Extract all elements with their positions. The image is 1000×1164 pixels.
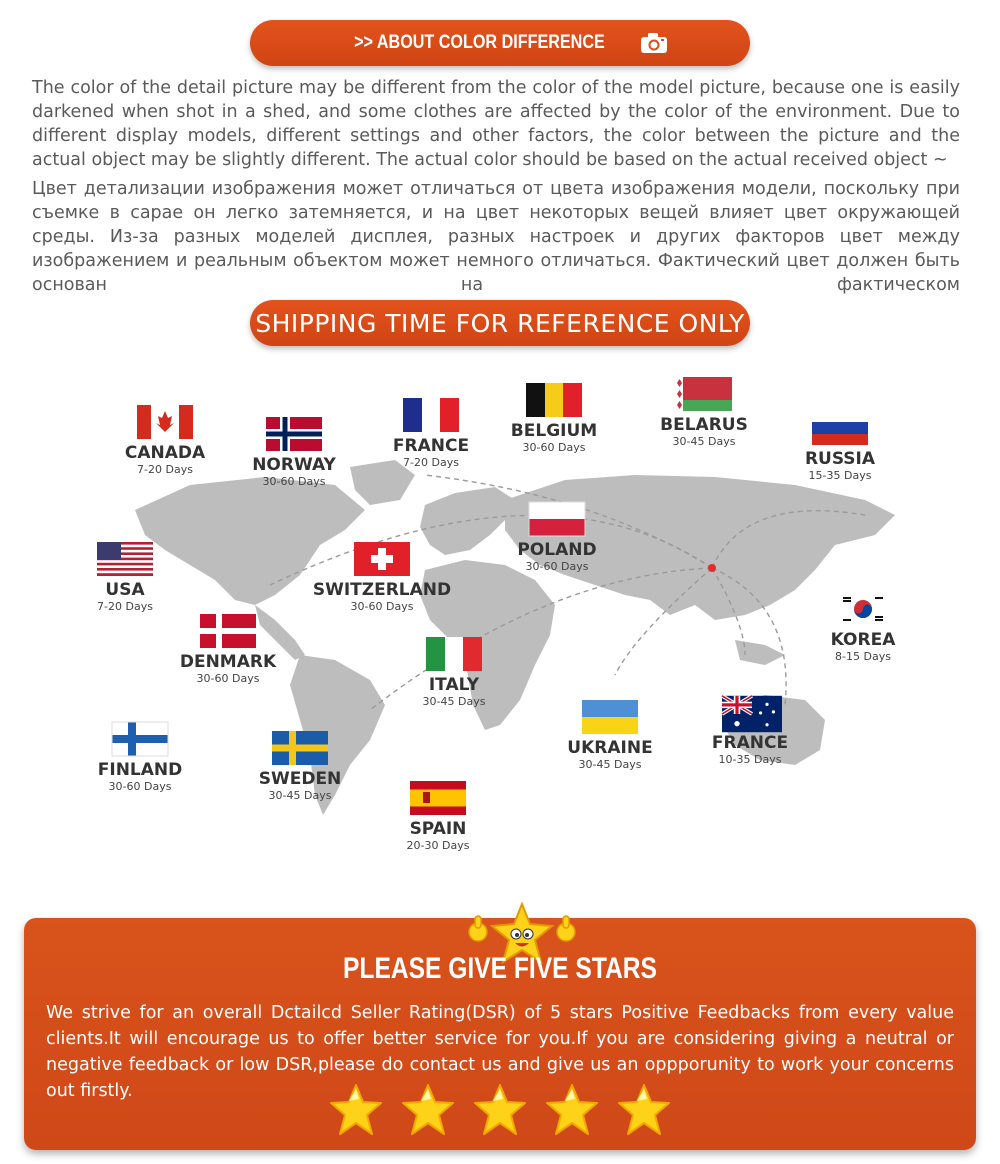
shipping-days: 30-60 Days xyxy=(108,780,172,793)
color-note-english: The color of the detail picture may be different from the color of the model picture, because one is easily darkened when shot in a shed, and some clothes are affected by the color of the environment. Due to different display models, different settings and other factors, the color between the picture and the actual object may be slightly different. The actual color should be based on the actual received object ~ xyxy=(32,78,960,170)
poland-flag xyxy=(529,502,585,536)
camera-icon xyxy=(640,32,668,54)
country-italy xyxy=(374,637,534,709)
usa-flag xyxy=(97,542,153,576)
finland-flag xyxy=(112,722,168,756)
canada-flag xyxy=(137,405,193,439)
switzerland-flag xyxy=(354,542,410,576)
shipping-header xyxy=(250,300,750,346)
shipping-days: 30-60 Days xyxy=(262,475,326,488)
country-norway xyxy=(214,417,374,489)
country-spain xyxy=(358,781,518,853)
shipping-title: SHIPPING TIME FOR REFERENCE ONLY xyxy=(255,308,745,338)
country-name: UKRAINE xyxy=(567,738,653,758)
norway-flag xyxy=(266,417,322,451)
country-name: SWEDEN xyxy=(258,769,342,789)
country-name: FINLAND xyxy=(97,760,183,780)
australia-flag xyxy=(722,695,778,729)
feedback-message: We strive for an overall Dctailcd Seller Rating(DSR) of 5 stars Positive Feedbacks from every value clients.It will encourage us to offer better service for you.If you are considering giving a neutral or negative feedback or low DSR,please do contact us and give us an oppporunity to work your concerns out firstly. xyxy=(46,1003,954,1101)
shipping-days: 7-20 Days xyxy=(137,463,193,476)
france-flag xyxy=(403,398,459,432)
country-poland xyxy=(477,502,637,574)
shipping-days: 30-60 Days xyxy=(196,672,260,685)
country-sweden xyxy=(220,731,380,803)
country-name: DENMARK xyxy=(179,652,277,672)
five-stars-title: PLEASE GIVE FIVE STARS xyxy=(343,952,657,985)
italy-flag xyxy=(426,637,482,671)
country-switzerland xyxy=(302,542,462,614)
color-difference-title: >> ABOUT COLOR DIFFERENCE xyxy=(353,32,605,53)
shipping-days: 30-45 Days xyxy=(422,695,486,708)
shipping-days: 30-60 Days xyxy=(350,600,414,613)
country-name: SPAIN xyxy=(409,819,467,839)
color-note-russian: Цвет детализации изображения может отличаться от цвета изображения модели, поскольку при съемке в сарае он легко затемняется, и на цвет некоторых вещей влияет цвет окружающей среды. Из-за разных моделей дисплея, разных настроек и других факторов цвет между изображением и реальным объектом может немного отличаться. Фактический цвет должен быть основан на фактическом xyxy=(32,179,960,295)
five-stars-rating xyxy=(24,1083,976,1137)
denmark-flag xyxy=(200,614,256,648)
country-name: FRANCE xyxy=(711,733,789,753)
country-belgium xyxy=(474,383,634,455)
star-icon xyxy=(401,1083,455,1137)
shipping-days: 30-45 Days xyxy=(672,435,736,448)
country-name: POLAND xyxy=(517,540,597,560)
spain-flag xyxy=(410,781,466,815)
country-name: BELARUS xyxy=(660,415,748,435)
country-name: ITALY xyxy=(428,675,480,695)
color-difference-header xyxy=(250,20,750,66)
star-icon xyxy=(545,1083,599,1137)
shipping-days: 30-45 Days xyxy=(578,758,642,771)
shipping-days: 7-20 Days xyxy=(97,600,153,613)
shipping-days: 8-15 Days xyxy=(835,650,891,663)
country-denmark xyxy=(148,614,308,686)
shipping-days: 7-20 Days xyxy=(403,456,459,469)
russia-flag xyxy=(812,411,868,445)
shipping-days: 30-60 Days xyxy=(522,441,586,454)
star-icon xyxy=(329,1083,383,1137)
shipping-days: 15-35 Days xyxy=(808,469,872,482)
country-name: RUSSIA xyxy=(804,449,876,469)
country-france-australia-flag xyxy=(670,695,830,767)
country-name: USA xyxy=(105,580,145,600)
country-name: NORWAY xyxy=(252,455,336,475)
shipping-days: 30-60 Days xyxy=(525,560,589,573)
country-name: SWITZERLAND xyxy=(312,580,452,600)
shipping-days: 30-45 Days xyxy=(268,789,332,802)
shipping-days: 10-35 Days xyxy=(718,753,782,766)
ukraine-flag xyxy=(582,700,638,734)
country-finland xyxy=(60,722,220,794)
sweden-flag xyxy=(272,731,328,765)
country-ukraine xyxy=(530,700,690,772)
shipping-days: 20-30 Days xyxy=(406,839,470,852)
star-icon xyxy=(473,1083,527,1137)
country-name: FRANCE xyxy=(392,436,470,456)
country-name: BELGIUM xyxy=(510,421,598,441)
country-korea xyxy=(783,592,943,664)
country-name: CANADA xyxy=(124,443,206,463)
korea-flag xyxy=(835,592,891,626)
country-usa xyxy=(45,542,205,614)
country-russia xyxy=(760,411,920,483)
country-name: KOREA xyxy=(830,630,896,650)
five-stars-banner xyxy=(24,918,976,1150)
star-icon xyxy=(617,1083,671,1137)
belgium-flag xyxy=(526,383,582,417)
belarus-flag xyxy=(676,377,732,411)
